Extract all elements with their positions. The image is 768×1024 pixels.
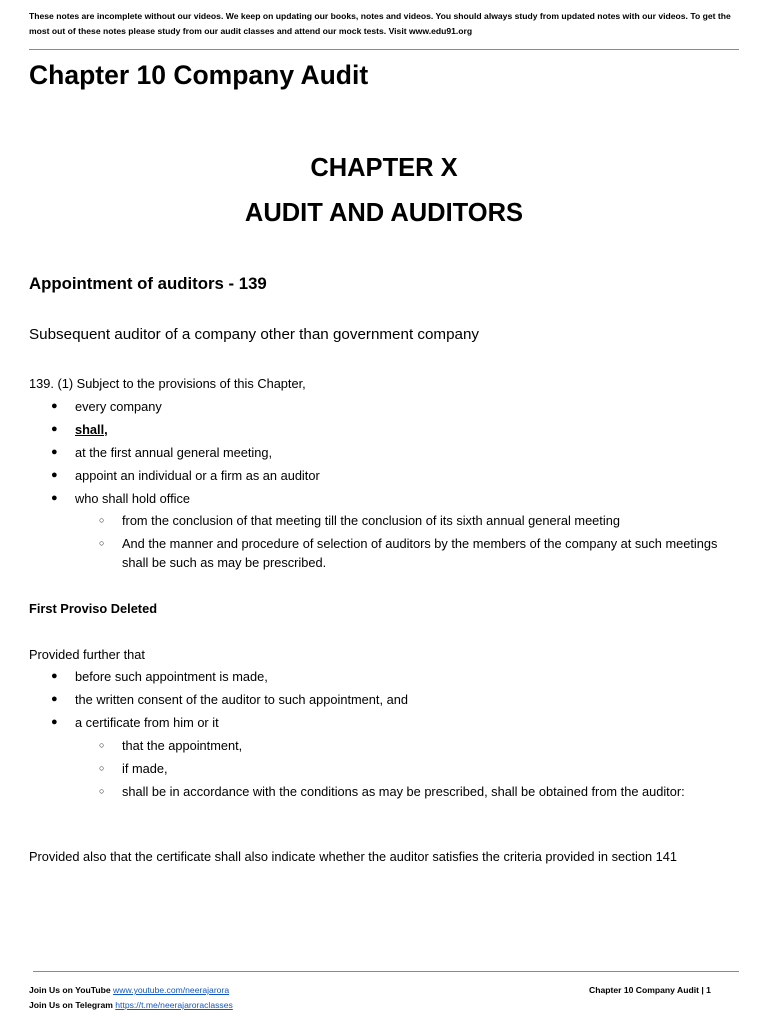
chapter-number: CHAPTER X	[310, 154, 458, 182]
footer-page-label: Chapter 10 Company Audit | 1	[589, 985, 711, 995]
bullet-icon: ●	[51, 693, 58, 705]
sub-list-item-text: shall be in accordance with the conditions as may be prescribed, shall be obtained from the auditor:	[122, 784, 685, 799]
sub-list-item-text: if made,	[122, 761, 168, 776]
footer-youtube	[29, 985, 229, 995]
telegram-link[interactable]: https://t.me/neerajaroraclasses	[115, 1000, 233, 1010]
list-item-text: at the first annual general meeting,	[75, 445, 273, 460]
footer-telegram	[29, 1000, 233, 1010]
chapter-name: AUDIT AND AUDITORS	[244, 199, 524, 227]
list-item-text: shall,	[75, 422, 108, 437]
sub-list-item-text: from the conclusion of that meeting till the conclusion of its sixth annual general meeting	[122, 513, 620, 528]
bullet-icon: ●	[51, 492, 58, 504]
circle-bullet-icon: ○	[99, 515, 105, 525]
bullet-icon: ●	[51, 446, 58, 458]
bullet-icon: ●	[51, 423, 58, 435]
bullet-icon: ●	[51, 469, 58, 481]
provided-further-paragraph: Provided further that	[29, 647, 145, 662]
bullet-icon: ●	[51, 400, 58, 412]
sub-list-item-text: that the appointment,	[122, 738, 243, 753]
circle-bullet-icon: ○	[99, 740, 105, 750]
youtube-link[interactable]: www.youtube.com/neerajarora	[113, 985, 230, 995]
circle-bullet-icon: ○	[99, 538, 105, 548]
bullet-icon: ●	[51, 716, 58, 728]
header-notice: These notes are incomplete without our videos. We keep on updating our books, notes and videos. You should always study from updated notes with our videos. To get the most out of these notes please study from our audit classes and attend our mock tests. Visit www.edu91.org	[29, 11, 731, 36]
footer-telegram-label: Join Us on Telegram	[29, 1000, 116, 1010]
list-item-text: who shall hold office	[75, 491, 191, 506]
footer-youtube-label: Join Us on YouTube	[29, 985, 114, 995]
list-item-text: the written consent of the auditor to such appointment, and	[75, 692, 408, 707]
header-divider	[29, 49, 739, 50]
footer-divider	[33, 971, 739, 972]
section-heading: Appointment of auditors - 139	[29, 274, 267, 293]
list-item-text: appoint an individual or a firm as an auditor	[75, 468, 320, 483]
first-proviso-heading: First Proviso Deleted	[29, 601, 158, 616]
provided-also-paragraph: Provided also that the certificate shall also indicate whether the auditor satisfies the criteria provided in section 141	[29, 849, 678, 864]
document-title: Chapter 10 Company Audit	[29, 60, 369, 90]
subheading: Subsequent auditor of a company other than government company	[29, 326, 480, 343]
sub-list-item-text: And the manner and procedure of selection of auditors by the members of the company at such meetings shall be such as may be prescribed.	[122, 536, 718, 570]
circle-bullet-icon: ○	[99, 786, 105, 796]
list-item-text: every company	[75, 399, 162, 414]
intro-paragraph: 139. (1) Subject to the provisions of this Chapter,	[29, 376, 306, 391]
circle-bullet-icon: ○	[99, 763, 105, 773]
bullet-icon: ●	[51, 670, 58, 682]
list-item-text: a certificate from him or it	[75, 715, 219, 730]
list-item-text: before such appointment is made,	[75, 669, 268, 684]
